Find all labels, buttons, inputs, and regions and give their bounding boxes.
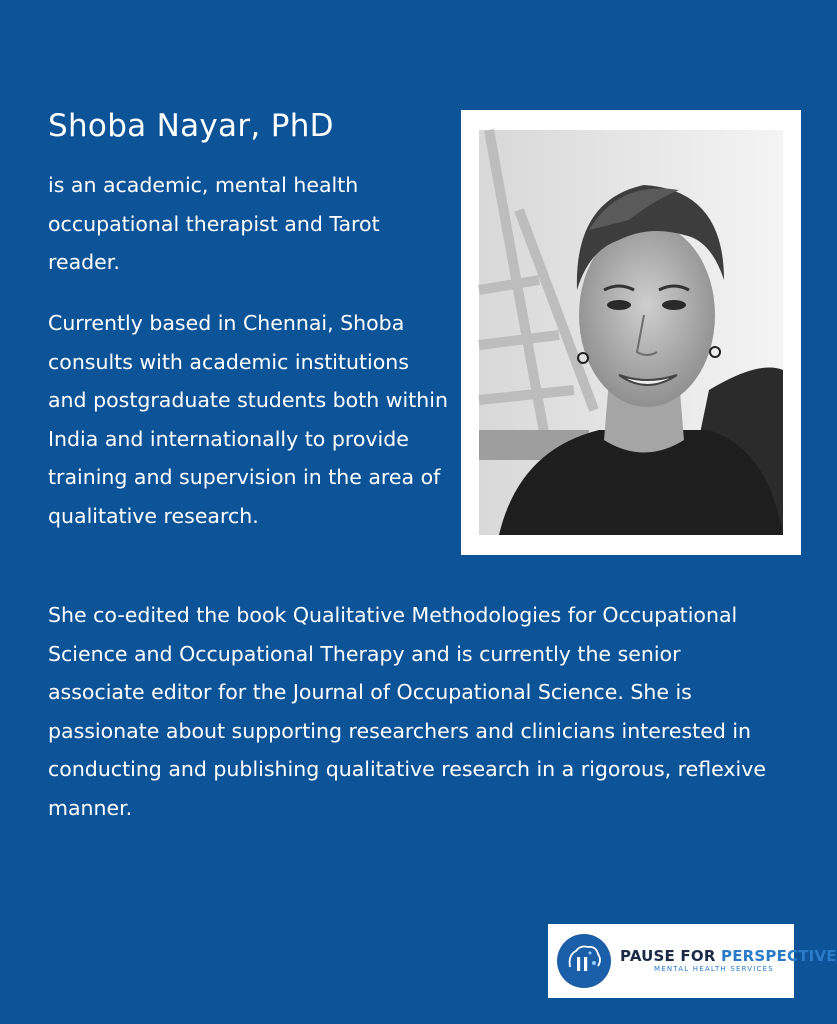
logo-subtitle: MENTAL HEALTH SERVICES bbox=[654, 965, 774, 973]
company-logo[interactable] bbox=[548, 924, 837, 998]
logo-text bbox=[620, 948, 837, 974]
brain-pause-icon bbox=[556, 933, 612, 989]
logo-title bbox=[620, 948, 837, 965]
profile-intro: is an academic, mental health occupational therapist and Tarot reader. bbox=[48, 173, 380, 274]
profile-name: Shoba Nayar, PhD bbox=[48, 108, 334, 144]
portrait-photo bbox=[479, 130, 783, 535]
profile-paragraph-location: Currently based in Chennai, Shoba consults with academic institutions and postgraduate students both within India and internationally to provide training and supervision in the area of qualitative research. bbox=[48, 311, 448, 528]
profile-paragraph-publications: She co-edited the book Qualitative Methodologies for Occupational Science and Occupational Therapy and is currently the senior associate editor for the Journal of Occupational Science. She is passionate about supporting researchers and clinicians interested in conducting and publishing qualitative research in a rigorous, reflexive manner. bbox=[48, 603, 766, 820]
portrait-frame bbox=[461, 110, 801, 555]
logo-title-part1: PAUSE FOR bbox=[620, 947, 721, 965]
logo-title-part2: PERSPECTIVE bbox=[721, 947, 837, 965]
